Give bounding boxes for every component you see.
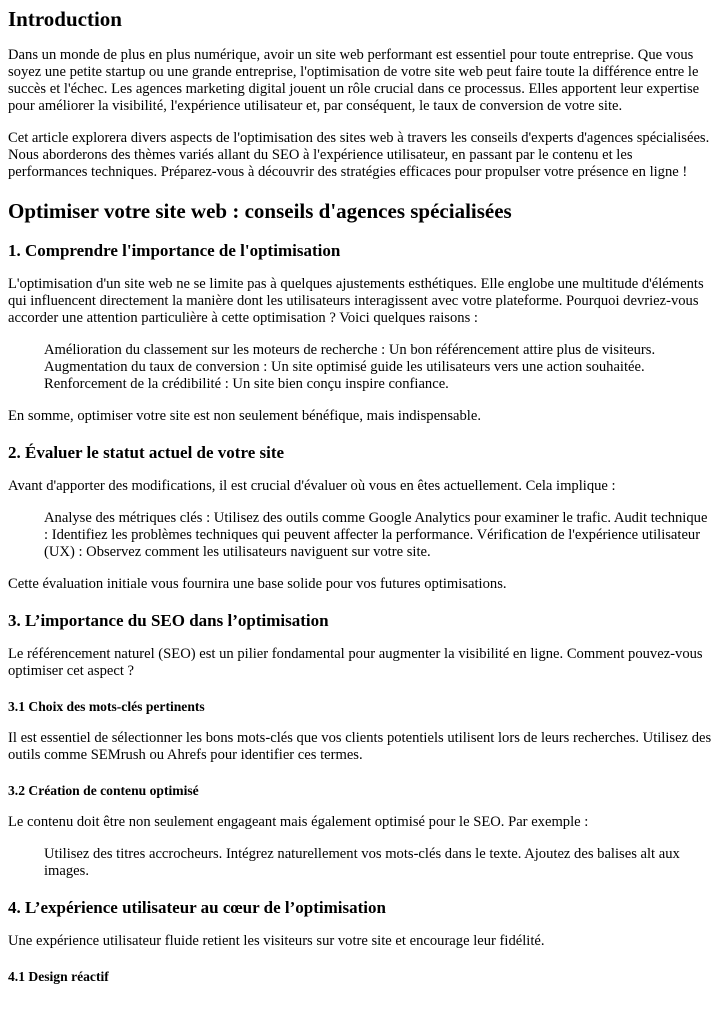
section-3-2-list <box>8 846 714 880</box>
section-3-2-paragraph: Le contenu doit être non seulement engageant mais également optimisé pour le SEO. Par exemple : <box>8 814 589 830</box>
section-2-paragraph-1: Avant d'apporter des modifications, il est crucial d'évaluer où vous en êtes actuellement. Cela implique : <box>8 478 616 494</box>
section-1-list <box>8 342 714 393</box>
section-3-1-paragraph: Il est essentiel de sélectionner les bons mots-clés que vos clients potentiels utilisent lors de leurs recherches. Utilisez des outils comme SEMrush ou Ahrefs pour identifier ces termes. <box>8 730 712 763</box>
section-4-heading: 4. L’expérience utilisateur au cœur de l’optimisation <box>8 898 386 917</box>
section-3-2-heading: 3.2 Création de contenu optimisé <box>8 783 199 798</box>
section-3-1-heading: 3.1 Choix des mots-clés pertinents <box>8 699 205 714</box>
list-item: Amélioration du classement sur les moteurs de recherche : Un bon référencement attire plus de visiteurs. <box>44 342 656 358</box>
article <box>0 7 720 985</box>
section-4-paragraph-1: Une expérience utilisateur fluide retient les visiteurs sur votre site et encourage leur fidélité. <box>8 933 545 949</box>
list-item: Utilisez des titres accrocheurs. Intégrez naturellement vos mots-clés dans le texte. Ajoutez des balises alt aux images. <box>44 846 680 879</box>
section-1-heading: 1. Comprendre l'importance de l'optimisation <box>8 241 341 260</box>
section-3-heading: 3. L’importance du SEO dans l’optimisation <box>8 611 329 630</box>
intro-paragraph-1: Dans un monde de plus en plus numérique, avoir un site web performant est essentiel pour toute entreprise. Que vous soyez une petite startup ou une grande entreprise, l'optimisation de votre site web peut faire toute la différence entre le succès et l'échec. Les agences marketing digital jouent un rôle crucial dans ce processus. Elles apportent leur expertise pour améliorer la visibilité, l'expérience utilisateur et, par conséquent, le taux de conversion de votre site. <box>8 47 700 114</box>
main-heading: Optimiser votre site web : conseils d'agences spécialisées <box>8 199 512 223</box>
section-4-1-heading: 4.1 Design réactif <box>8 969 109 984</box>
intro-heading: Introduction <box>8 7 122 31</box>
list-item: Renforcement de la crédibilité : Un site bien conçu inspire confiance. <box>44 376 449 392</box>
section-2-heading: 2. Évaluer le statut actuel de votre site <box>8 443 285 462</box>
list-item: Augmentation du taux de conversion : Un site optimisé guide les utilisateurs vers une action souhaitée. <box>44 359 645 375</box>
intro-paragraph-2: Cet article explorera divers aspects de l'optimisation des sites web à travers les conseils d'experts d'agences spécialisées. Nous aborderons des thèmes variés allant du SEO à l'expérience utilisateur, en passant par le contenu et les performances techniques. Préparez-vous à découvrir des stratégies efficaces pour propulser votre présence en ligne ! <box>8 130 710 180</box>
section-3-paragraph-1: Le référencement naturel (SEO) est un pilier fondamental pour augmenter la visibilité en ligne. Comment pouvez-vous optimiser cet aspect ? <box>8 646 703 679</box>
section-2-paragraph-2: Cette évaluation initiale vous fournira une base solide pour vos futures optimisations. <box>8 576 507 592</box>
section-1-paragraph-1: L'optimisation d'un site web ne se limite pas à quelques ajustements esthétiques. Elle englobe une multitude d'éléments qui influencent directement la manière dont les utilisateurs interagissent avec votre plateforme. Pourquoi devriez-vous accorder une attention particulière à cette optimisation ? Voici quelques raisons : <box>8 276 704 326</box>
section-2-list <box>8 510 714 561</box>
list-item: Analyse des métriques clés : Utilisez des outils comme Google Analytics pour examiner le trafic. Audit technique : Identifiez les problèmes techniques qui peuvent affecter la performance. Vérification de l'expérience utilisateur (UX) : Observez comment les utilisateurs naviguent sur votre site. <box>44 510 708 560</box>
section-1-paragraph-2: En somme, optimiser votre site est non seulement bénéfique, mais indispensable. <box>8 408 481 424</box>
